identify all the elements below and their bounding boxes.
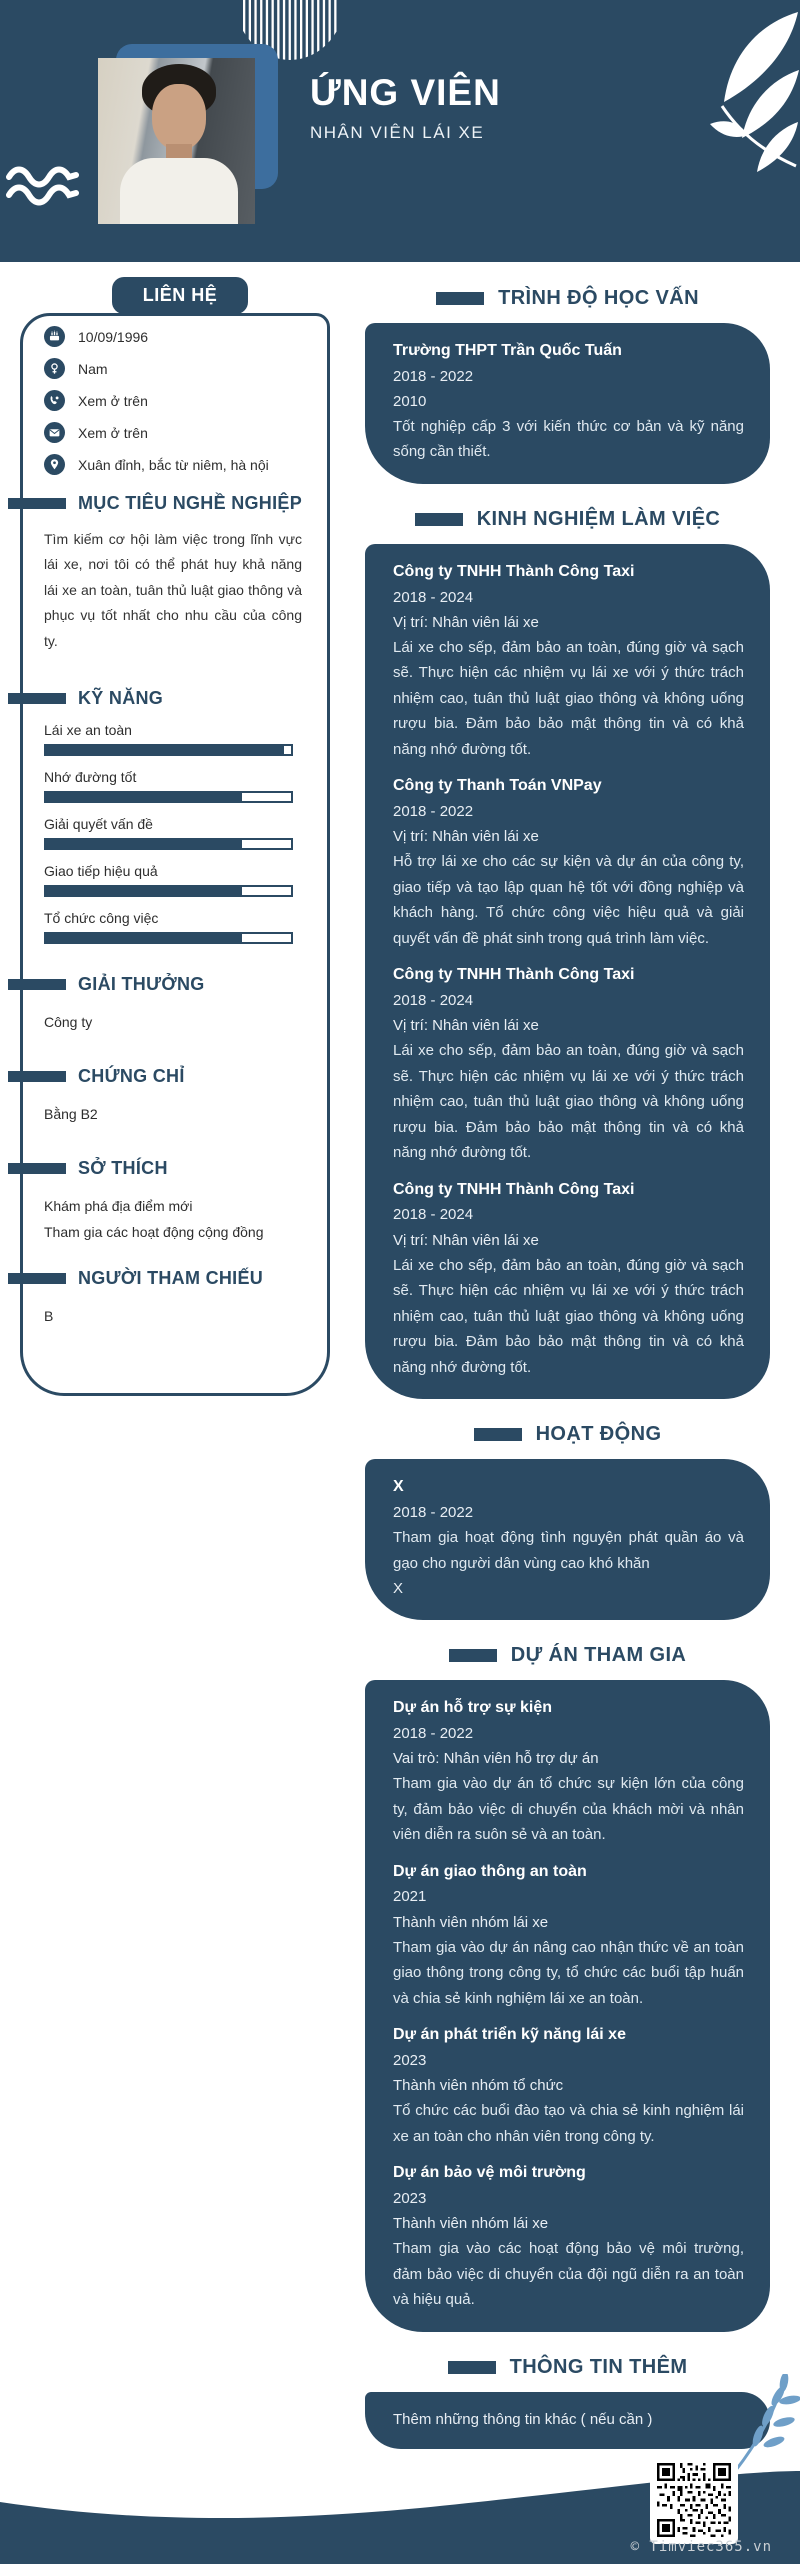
phone-value: Xem ở trên bbox=[78, 392, 148, 409]
main-column bbox=[365, 287, 770, 2473]
profile-photo bbox=[98, 58, 255, 224]
title-block bbox=[310, 72, 501, 143]
skills-list bbox=[44, 722, 306, 944]
heading-bar bbox=[8, 1071, 66, 1082]
waves-icon bbox=[6, 164, 80, 208]
references-heading: NGƯỜI THAM CHIẾU bbox=[8, 1268, 306, 1289]
heading-bar bbox=[436, 292, 484, 305]
activity-entry: X 2018 - 2022 Tham gia hoạt động tình nguyện phát quần áo và gạo cho người dân vùng cao khó khăn X bbox=[393, 1478, 744, 1598]
project-entry: Dự án giao thông an toàn 2021 Thành viên nhóm lái xe Tham gia vào dự án nâng cao nhận thức về an toàn giao thông trong công ty, tổ chức các buổi tập huấn và chia sẻ kinh nghiệm lái xe an toàn. bbox=[393, 1862, 744, 2007]
experience-entry: Công ty Thanh Toán VNPay 2018 - 2022 Vị trí: Nhân viên lái xe Hỗ trợ lái xe cho các sự kiện và dự án của công ty, giao tiếp và tạo lập quan hệ tốt với đồng nghiệp và khách hàng. Tổ chức công việc hiệu quả và giải quyết vấn đề phát sinh trong quá trình làm việc. bbox=[393, 777, 744, 947]
contact-row-birthday bbox=[44, 326, 306, 347]
skill-bar bbox=[44, 932, 293, 944]
skill-row: Nhớ đường tốt bbox=[44, 769, 306, 803]
heading-bar bbox=[8, 498, 66, 509]
skill-bar bbox=[44, 838, 293, 850]
skill-bar bbox=[44, 791, 293, 803]
objective-heading: MỤC TIÊU NGHỀ NGHIỆP bbox=[8, 493, 306, 514]
contact-row-phone bbox=[44, 390, 306, 411]
education-entry: Trường THPT Trần Quốc Tuấn 2018 - 2022 2010 Tốt nghiệp cấp 3 với kiến thức cơ bản và kỹ năng sống cần thiết. bbox=[393, 342, 744, 461]
education-card bbox=[365, 323, 770, 484]
photo-shirt bbox=[120, 158, 238, 224]
photo-face bbox=[152, 84, 206, 150]
heading-bar bbox=[8, 693, 66, 704]
project-entry: Dự án hỗ trợ sự kiện 2018 - 2022 Vai trò: Nhân viên hỗ trợ dự án Tham gia vào dự án tổ chức sự kiện lớn của công ty, đảm bảo việc di chuyển của khách mời và nhân viên diễn ra suôn sẻ và an toàn. bbox=[393, 1699, 744, 1844]
skill-row: Lái xe an toàn bbox=[44, 722, 306, 756]
certificate-item: Bằng B2 bbox=[44, 1105, 98, 1122]
birthday-icon bbox=[44, 326, 65, 347]
skill-row: Giao tiếp hiệu quả bbox=[44, 863, 306, 897]
gender-icon bbox=[44, 358, 65, 379]
phone-icon bbox=[44, 390, 65, 411]
header-banner bbox=[0, 0, 800, 262]
heading-bar bbox=[448, 2361, 496, 2374]
skill-row: Tổ chức công việc bbox=[44, 910, 306, 944]
hobbies-heading: SỞ THÍCH bbox=[8, 1158, 306, 1179]
projects-card bbox=[365, 1680, 770, 2331]
certificates-heading: CHỨNG CHỈ bbox=[8, 1066, 306, 1087]
experience-entry: Công ty TNHH Thành Công Taxi 2018 - 2024 Vị trí: Nhân viên lái xe Lái xe cho sếp, đảm bảo an toàn, đúng giờ và sạch sẽ. Thực hiện các nhiệm vụ lái xe với ý thức trách nhiệm cao, tuân thủ luật giao thông và không uống rượu bia. Đảm bảo bảo mật thông tin và có khả năng nhớ đường tốt. bbox=[393, 1180, 744, 1376]
additional-info-text: Thêm những thông tin khác ( nếu cần ) bbox=[393, 2410, 653, 2428]
hobby-item: Khám phá địa điểm mới bbox=[44, 1197, 193, 1214]
qr-code bbox=[650, 2456, 738, 2544]
skill-row: Giải quyết vấn đề bbox=[44, 816, 306, 850]
skill-bar bbox=[44, 885, 293, 897]
experience-card bbox=[365, 544, 770, 1399]
heading-bar bbox=[8, 1163, 66, 1174]
project-entry: Dự án phát triển kỹ năng lái xe 2023 Thành viên nhóm tổ chức Tổ chức các buổi đào tạo và chia sẻ kinh nghiệm lái xe an toàn cho nhân viên trong công ty. bbox=[393, 2026, 744, 2145]
skill-bar bbox=[44, 744, 293, 756]
birthday-value: 10/09/1996 bbox=[78, 328, 149, 345]
leaves-decoration bbox=[668, 8, 800, 178]
experience-entry: Công ty TNHH Thành Công Taxi 2018 - 2024 Vị trí: Nhân viên lái xe Lái xe cho sếp, đảm bảo an toàn, đúng giờ và sạch sẽ. Thực hiện các nhiệm vụ lái xe với ý thức trách nhiệm cao, tuân thủ luật giao thông và không uống rượu bia. Đảm bảo bảo mật thông tin và có khả năng nhớ đường tốt. bbox=[393, 966, 744, 1162]
email-icon bbox=[44, 422, 65, 443]
copyright-text: © Timviec365.vn bbox=[630, 2539, 772, 2555]
contact-row-gender bbox=[44, 358, 306, 379]
additional-info-card bbox=[365, 2392, 770, 2449]
gender-value: Nam bbox=[78, 360, 108, 377]
job-title: NHÂN VIÊN LÁI XE bbox=[310, 123, 485, 142]
heading-bar bbox=[449, 1649, 497, 1662]
reference-item: B bbox=[44, 1307, 54, 1324]
contact-row-email bbox=[44, 422, 306, 443]
projects-heading: DỰ ÁN THAM GIA bbox=[365, 1644, 770, 1667]
skills-heading: KỸ NĂNG bbox=[8, 688, 306, 709]
awards-heading: GIẢI THƯỞNG bbox=[8, 974, 306, 995]
activities-heading: HOẠT ĐỘNG bbox=[365, 1423, 770, 1446]
heading-bar bbox=[415, 513, 463, 526]
project-entry: Dự án bảo vệ môi trường 2023 Thành viên nhóm lái xe Tham gia vào các hoạt động bảo vệ môi trường, đảm bảo việc di chuyển của đội ngũ diễn ra an toàn và hiệu quả. bbox=[393, 2164, 744, 2309]
heading-bar bbox=[8, 1273, 66, 1284]
contact-row-address bbox=[44, 454, 306, 475]
objective-text: Tìm kiếm cơ hội làm việc trong lĩnh vực lái xe, nơi tôi có thể phát huy khả năng lái xe an toàn, tuân thủ luật giao thông và phục vụ tốt nhất cho nhu cầu của công ty. bbox=[44, 531, 302, 649]
experience-entry: Công ty TNHH Thành Công Taxi 2018 - 2024 Vị trí: Nhân viên lái xe Lái xe cho sếp, đảm bảo an toàn, đúng giờ và sạch sẽ. Thực hiện các nhiệm vụ lái xe với ý thức trách nhiệm cao, tuân thủ luật giao thông và không uống rượu bia. Đảm bảo bảo mật thông tin và có khả năng nhớ đường tốt. bbox=[393, 562, 744, 758]
address-value: Xuân đỉnh, bắc từ niêm, hà nội bbox=[78, 456, 269, 473]
experience-heading: KINH NGHIỆM LÀM VIỆC bbox=[365, 508, 770, 531]
candidate-name: ỨNG VIÊN bbox=[310, 72, 501, 113]
email-value: Xem ở trên bbox=[78, 424, 148, 441]
heading-bar bbox=[474, 1428, 522, 1441]
location-icon bbox=[44, 454, 65, 475]
hobby-item: Tham gia các hoạt động cộng đồng bbox=[44, 1224, 264, 1241]
activities-card bbox=[365, 1459, 770, 1620]
education-heading: TRÌNH ĐỘ HỌC VẤN bbox=[365, 287, 770, 310]
heading-bar bbox=[8, 979, 66, 990]
contact-heading-pill: LIÊN HỆ bbox=[112, 277, 248, 314]
award-item: Công ty bbox=[44, 1014, 93, 1031]
sidebar bbox=[44, 326, 306, 1329]
additional-info-heading: THÔNG TIN THÊM bbox=[365, 2356, 770, 2379]
